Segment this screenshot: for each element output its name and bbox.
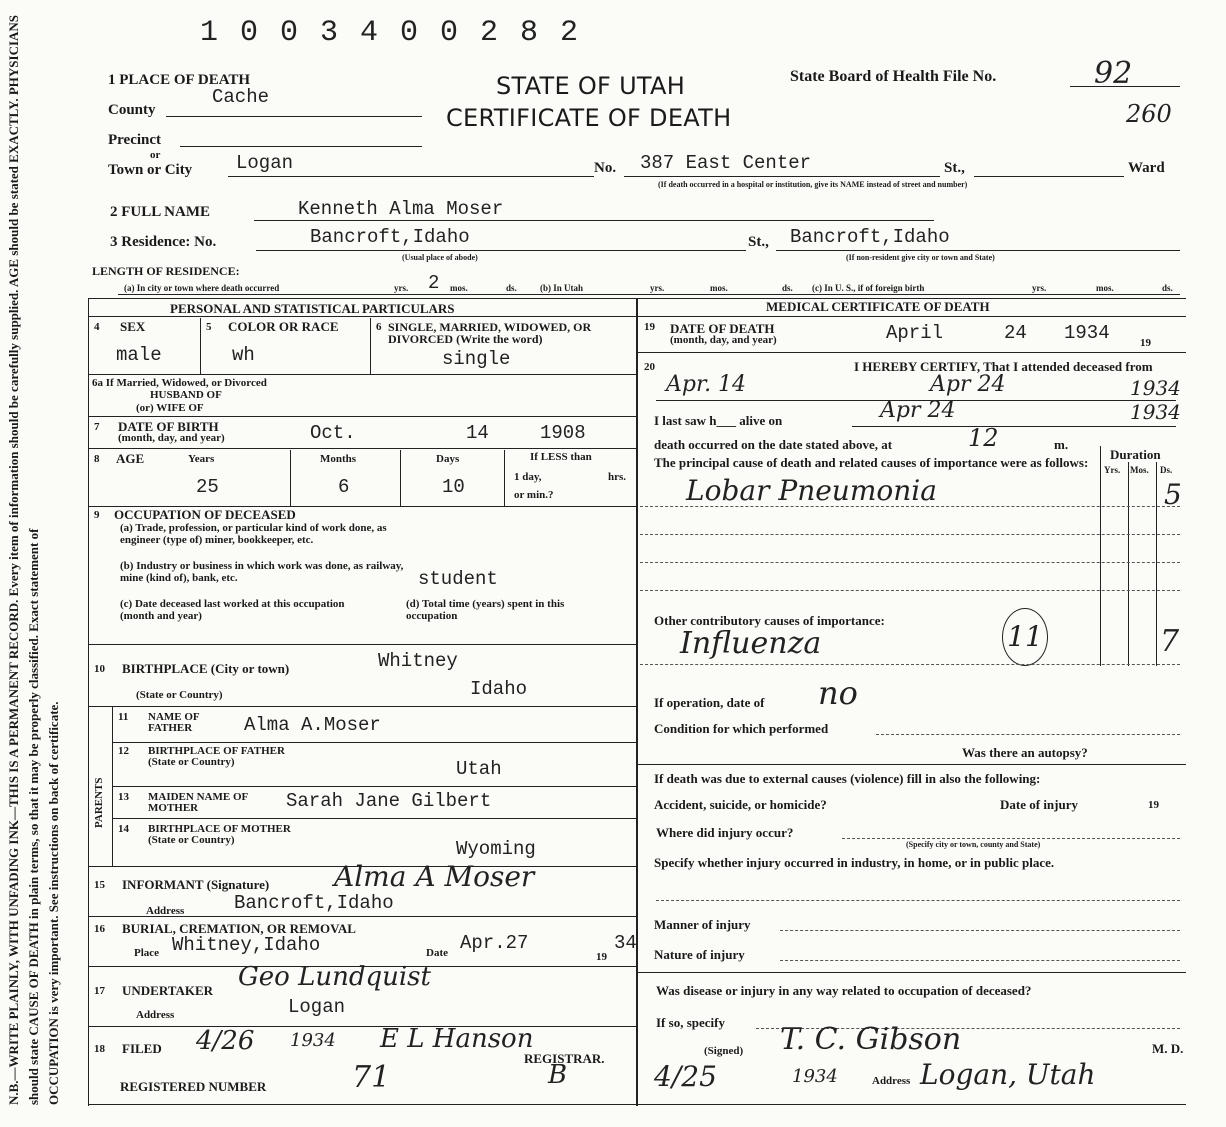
ward-label: Ward (1128, 160, 1165, 176)
accident-label: Accident, suicide, or homicide? (654, 797, 827, 812)
or-label: or (150, 149, 161, 161)
specify-label: Specify whether injury occurred in industry, in home, or in public place. (654, 855, 1055, 870)
sex-value: male (116, 344, 162, 366)
duration-yrs: Yrs. (1104, 465, 1121, 475)
nonresident-note: (If non-resident give city or town and State) (846, 253, 995, 262)
length-mos-value: 2 (428, 272, 440, 294)
place-of-death-heading: 1 PLACE OF DEATH (108, 72, 251, 88)
hrs-label: hrs. (608, 471, 627, 483)
undertaker-signature: Geo Lundquist (238, 962, 431, 992)
occupation-a: (a) Trade, profession, or particular kind of work done, as engineer (type of) miner, bookkeeper, etc. (120, 522, 387, 546)
last-saw-label: I last saw h___ alive on (654, 413, 783, 428)
town-label: Town or City (108, 162, 193, 178)
length-yrs: yrs. (394, 283, 409, 293)
death-date-sub: (month, day, and year) (670, 334, 777, 346)
injury-where-note: (Specify city or town, county and State) (906, 840, 1041, 849)
nature-label: Nature of injury (654, 947, 745, 962)
precinct-label: Precinct (108, 132, 162, 148)
condition-label: Condition for which performed (654, 721, 829, 736)
undertaker-address-label: Address (136, 1009, 175, 1021)
registered-number: 71 (352, 1060, 391, 1095)
father-name: Alma A.Moser (244, 714, 381, 736)
street-no-label: No. (594, 160, 617, 176)
injury-where-label: Where did injury occur? (656, 825, 794, 840)
length-b-yrs: yrs. (650, 283, 665, 293)
father-birthplace: Utah (456, 758, 502, 780)
burial-year-prefix: 19 (596, 951, 607, 963)
age-days: 10 (442, 476, 465, 498)
burial-label: BURIAL, CREMATION, OR REMOVAL (122, 921, 356, 936)
operation-value: no (818, 674, 858, 712)
dob-label: DATE OF BIRTH (118, 419, 219, 434)
death-time: 12 (968, 424, 999, 452)
death-year: 1934 (1064, 322, 1110, 344)
duration-mos: Mos. (1130, 465, 1149, 475)
contributory-duration: 7 (1160, 624, 1180, 659)
color-label: COLOR OR RACE (228, 319, 339, 334)
occupation-d: (d) Total time (years) spent in this occupation (406, 598, 565, 622)
one-day-label: 1 day, (514, 471, 542, 483)
file-number-2: 260 (1126, 100, 1172, 128)
age-years: 25 (196, 476, 219, 498)
external-causes-label: If death was due to external causes (violence) fill in also the following: (654, 771, 1041, 786)
side-note-3: OCCUPATION is very important. See instructions on back of certificate. (46, 701, 61, 1105)
last-saw-date: Apr 24 (880, 398, 956, 423)
length-b-mos: mos. (710, 283, 728, 293)
if-so-label: If so, specify (656, 1015, 725, 1030)
age-label: AGE (116, 451, 145, 466)
birthplace-label: BIRTHPLACE (City or town) (122, 661, 290, 676)
signed-label: (Signed) (704, 1045, 744, 1057)
registered-mark: B (548, 1060, 568, 1090)
length-c-ds: ds. (1162, 283, 1173, 293)
spouse-label-2: HUSBAND OF (150, 389, 222, 401)
mother-label: MAIDEN NAME OF MOTHER (148, 791, 248, 814)
physician-signature: T. C. Gibson (780, 1022, 962, 1057)
min-label: or min.? (514, 489, 554, 501)
informant-address-label: Address (146, 905, 185, 917)
undertaker-label: UNDERTAKER (122, 983, 214, 998)
autopsy-label: Was there an autopsy? (962, 745, 1088, 760)
file-number: 92 (1094, 56, 1133, 91)
burial-year: 34 (614, 932, 637, 954)
mother-birthplace: Wyoming (456, 838, 536, 860)
birthplace-city: Whitney (378, 650, 458, 672)
injury-date-label: Date of injury (1000, 797, 1078, 812)
length-b-ds: ds. (782, 283, 793, 293)
street-st-label: St., (944, 160, 965, 176)
length-b-label: (b) In Utah (540, 283, 584, 293)
contributory-code: 11 (1002, 608, 1048, 666)
months-label: Months (320, 453, 357, 465)
burial-date: Apr.27 (460, 932, 529, 954)
attended-to: Apr 24 (930, 372, 1006, 397)
residence-value: Bancroft,Idaho (310, 226, 470, 248)
usual-abode-note: (Usual place of abode) (402, 253, 478, 262)
color-value: wh (232, 344, 255, 366)
length-c-label: (c) In U. S., if of foreign birth (812, 283, 925, 293)
principal-cause-label: The principal cause of death and related causes of importance were as follows: (654, 455, 1089, 470)
father-birthplace-label: BIRTHPLACE OF FATHER (State or Country) (148, 745, 285, 768)
spouse-label-3: (or) WIFE OF (136, 402, 204, 414)
length-a-label: (a) In city or town where death occurred (124, 283, 280, 293)
county-label: County (108, 102, 156, 118)
residence-city: Bancroft,Idaho (790, 226, 950, 248)
informant-label: INFORMANT (Signature) (122, 877, 270, 892)
street-value: 387 East Center (640, 152, 812, 174)
principal-duration: 5 (1164, 478, 1182, 511)
death-occurred-label: death occurred on the date stated above, at (654, 437, 893, 452)
title-certificate: CERTIFICATE OF DEATH (446, 104, 732, 132)
death-day: 24 (1004, 322, 1027, 344)
medical-section-title: MEDICAL CERTIFICATE OF DEATH (766, 299, 990, 314)
death-date-label: DATE OF DEATH (670, 321, 775, 336)
burial-place: Whitney,Idaho (172, 934, 321, 956)
full-name-label: 2 FULL NAME (110, 204, 211, 220)
filed-label: FILED (122, 1041, 162, 1056)
file-number-label: State Board of Health File No. (790, 68, 997, 85)
dob-day: 14 (466, 422, 489, 444)
age-months: 6 (338, 476, 350, 498)
last-saw-year: 1934 (1130, 400, 1181, 424)
county-value: Cache (212, 86, 270, 108)
spouse-label-1: 6a If Married, Widowed, or Divorced (92, 377, 267, 389)
sex-label: SEX (120, 319, 146, 334)
principal-cause: Lobar Pneumonia (686, 474, 937, 507)
occupation-b: (b) Industry or business in which work was done, as railway, mine (kind of), bank, etc. (120, 560, 404, 584)
days-label: Days (436, 453, 460, 465)
dob-month: Oct. (310, 422, 356, 444)
duration-ds: Ds. (1160, 465, 1173, 475)
length-c-mos: mos. (1096, 283, 1114, 293)
death-year-suffix: 19 (1140, 337, 1151, 349)
occupation-label: OCCUPATION OF DECEASED (114, 507, 296, 522)
informant-signature: Alma A Moser (334, 860, 535, 893)
signed-year: 1934 (792, 1066, 838, 1087)
occupation-related-label: Was disease or injury in any way related to occupation of deceased? (656, 983, 1032, 998)
length-residence-label: LENGTH OF RESIDENCE: (92, 264, 240, 278)
marital-value: single (442, 348, 511, 370)
father-label: NAME OF FATHER (148, 711, 200, 734)
birthplace-state-label: (State or Country) (136, 689, 223, 701)
registrar-signature: E L Hanson (380, 1024, 534, 1054)
occupation-value: student (418, 568, 498, 590)
filed-date: 4/26 (196, 1026, 255, 1056)
registered-number-label: REGISTERED NUMBER (120, 1079, 267, 1094)
dob-sub: (month, day, and year) (118, 432, 225, 444)
side-note-1: N.B.—WRITE PLAINLY, WITH UNFADING INK—THIS IS A PERMANENT RECORD. Every item of information should be carefully supplied. AGE should be stated EXACTLY. PHYSICIANS (6, 14, 21, 1105)
filed-year: 1934 (290, 1030, 336, 1051)
certificate-stamp-number: 1 0 0 3 4 0 0 2 8 2 (200, 16, 581, 50)
death-month: April (886, 322, 944, 344)
contributory-cause: Influenza (680, 626, 822, 661)
personal-section-title: PERSONAL AND STATISTICAL PARTICULARS (170, 301, 455, 316)
registrar-label: REGISTRAR. (524, 1051, 605, 1066)
length-ds: ds. (506, 283, 517, 293)
marital-label: SINGLE, MARRIED, WIDOWED, OR DIVORCED (Write the word) (388, 320, 592, 346)
mother-name: Sarah Jane Gilbert (286, 790, 492, 812)
informant-address: Bancroft,Idaho (234, 892, 394, 914)
operation-label: If operation, date of (654, 695, 765, 710)
less-than-label: If LESS than (530, 451, 592, 463)
certify-label: I HEREBY CERTIFY, That I attended deceased from (854, 359, 1153, 374)
length-mos: mos. (450, 283, 468, 293)
mother-birthplace-label: BIRTHPLACE OF MOTHER (State or Country) (148, 823, 291, 846)
side-note-2: should state CAUSE OF DEATH in plain terms, so that it may be properly classified. Exact statement of (26, 528, 41, 1105)
physician-address-label: Address (872, 1075, 911, 1087)
residence-st-label: St., (748, 234, 769, 250)
burial-place-label: Place (134, 947, 160, 959)
parents-label: PARENTS (93, 777, 105, 828)
physician-address: Logan, Utah (920, 1058, 1096, 1091)
occupation-c: (c) Date deceased last worked at this occupation (month and year) (120, 598, 345, 622)
duration-label: Duration (1110, 447, 1161, 462)
burial-date-label: Date (426, 947, 448, 959)
title-state: STATE OF UTAH (496, 72, 686, 100)
undertaker-address: Logan (288, 996, 346, 1018)
death-time-m: m. (1054, 437, 1069, 452)
signed-date: 4/25 (654, 1060, 717, 1093)
attended-year: 1934 (1130, 376, 1181, 400)
years-label: Years (188, 453, 215, 465)
contributory-label: Other contributory causes of importance: (654, 613, 885, 628)
full-name-value: Kenneth Alma Moser (298, 198, 504, 220)
birthplace-state: Idaho (470, 678, 528, 700)
manner-label: Manner of injury (654, 917, 751, 932)
length-c-yrs: yrs. (1032, 283, 1047, 293)
attended-from: Apr. 14 (666, 372, 747, 397)
hospital-note: (If death occurred in a hospital or institution, give its NAME instead of street and number) (658, 180, 968, 189)
dob-year: 1908 (540, 422, 586, 444)
town-value: Logan (236, 152, 294, 174)
md-label: M. D. (1152, 1041, 1184, 1056)
injury-year: 19 (1148, 799, 1159, 811)
residence-label: 3 Residence: No. (110, 234, 217, 250)
